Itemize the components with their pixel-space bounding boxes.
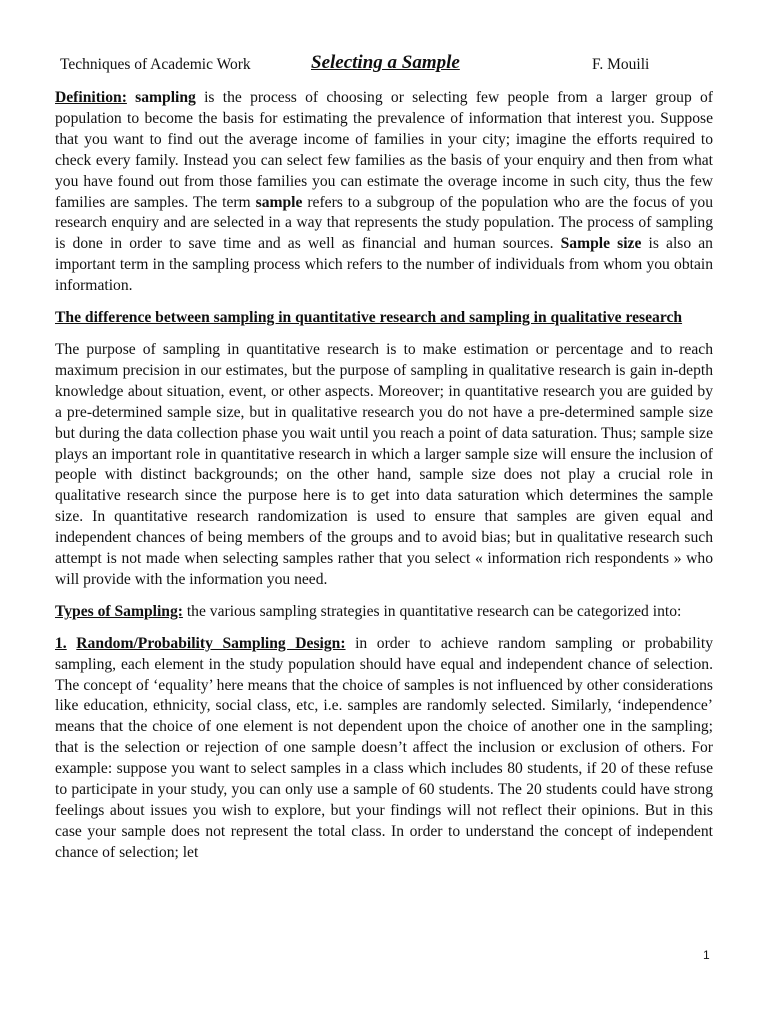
term-sample: sample (255, 193, 303, 211)
types-label: Types of Sampling: (55, 602, 183, 620)
definition-label: Definition: (55, 89, 127, 106)
definition-text-3: is also an important term in the sampling process which refers to the number of individuals from whom you obtain information. (55, 235, 713, 295)
random-label: Random/Probability Sampling Design: (76, 634, 346, 652)
definition-text-2: refers to a subgroup of the population who are the focus of you research enquiry and are selected in a way that represents the study population. The process of sampling is done in order to save time and as well as financial and human sources. (55, 193, 713, 253)
types-paragraph (55, 602, 713, 623)
difference-paragraph: The purpose of sampling in quantitative research is to make estimation or percentage and to reach maximum precision in our estimates, but the purpose of sampling in qualitative research is gain in-depth knowledge about situation, event, or other aspects. Moreover; in quantitative research you are guided by a pre-determined sample size, but in qualitative research you do not have a pre-determined sample size but during the data collection phase you wait until you reach a point of data saturation. Thus; sample size plays an important role in quantitative research in which a larger sample size will ensure the inclusion of people with distinct backgrounds; on the other hand, sample size does not play a crucial role in qualitative research since the purpose here is to get into data saturation which determines the sample size. In quantitative research randomization is used to ensure that samples are given equal and independent chances of being members of the groups and to avoid bias; but in qualitative research such attempt is not made when selecting samples rather that you select « information rich respondents » who will provide with the information you need. (55, 340, 713, 588)
random-number: 1. (55, 634, 67, 652)
author-name: F. Mouili (592, 56, 650, 73)
definition-paragraph (55, 88, 713, 297)
random-text: in order to achieve random sampling or probability sampling, each element in the study population should have equal and independent chance of selection. The concept of ‘equality’ here means that the choice of samples is not influenced by other considerations like education, ethnicity, social class, etc, i.e. samples are randomly selected. Similarly, ‘independence’ means that the choice of one element is not dependent upon the choice of another one in the sampling; that is the selection or rejection of one sample doesn’t affect the inclusion or exclusion of others. For example: suppose you want to select samples in a class which includes 80 students, if 20 of these refuse to participate in your study, you can only use a sample of 60 students. The 20 students could have strong feelings about issues you wish to explore, but your findings will not reflect their opinions. But in this case your sample does not represent the total class. In order to understand the concept of independent chance of selection; let (55, 634, 713, 861)
types-text: the various sampling strategies in quantitative research can be categorized into: (182, 602, 682, 620)
page-header (60, 52, 720, 78)
definition-text-1: is the process of choosing or selecting few people from a larger group of population to become the basis for estimating the prevalence of information that interest you. Suppose that you want to find out the average income of families in your city; imagine the efforts required to check every family. Instead you can select few families as the basis of your enquiry and then from what you have found out from those families you can estimate the overage income in such city, thus the few families are samples. The term (55, 89, 713, 211)
term-sample-size: Sample size (560, 235, 642, 253)
page-title: Selecting a Sample (311, 52, 460, 73)
course-name: Techniques of Academic Work (60, 56, 251, 73)
random-sampling-paragraph (55, 634, 713, 864)
document-body (55, 88, 713, 875)
difference-heading: The difference between sampling in quantitative research and sampling in qualitative research (55, 309, 683, 327)
page-number: 1 (703, 948, 710, 962)
term-sampling: sampling (135, 89, 196, 106)
